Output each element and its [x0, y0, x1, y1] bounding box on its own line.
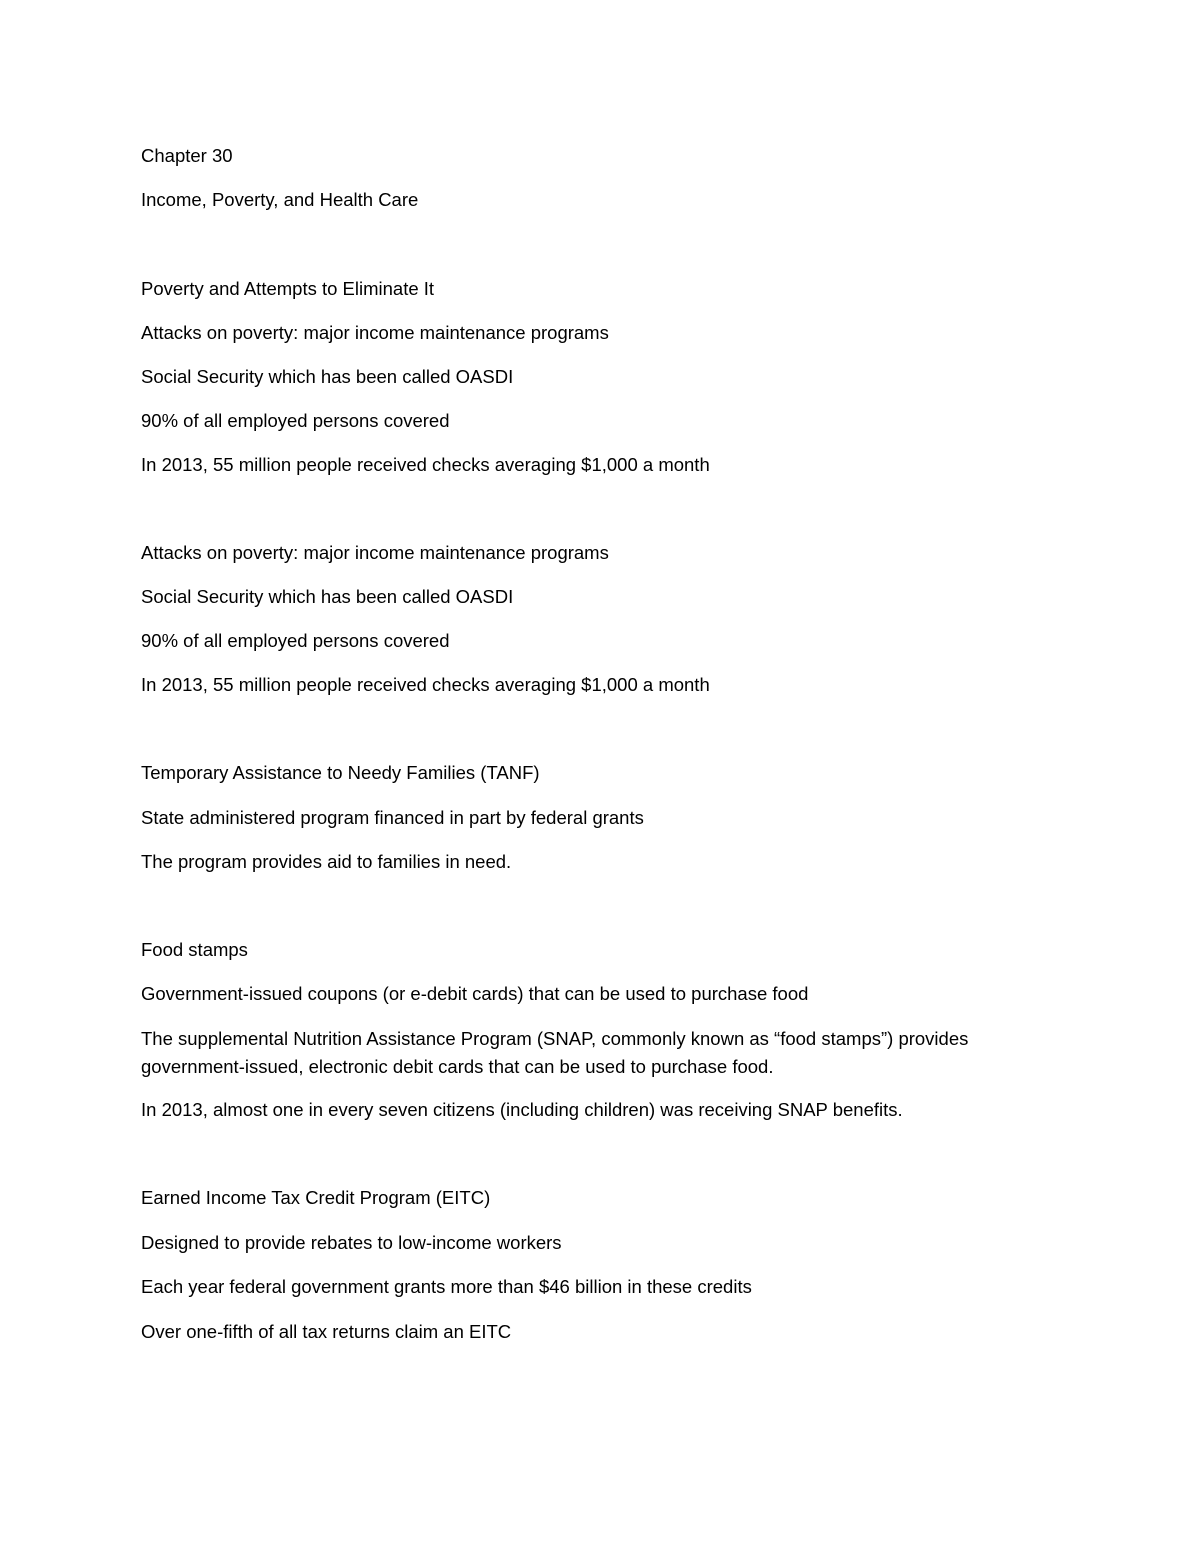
paragraph: Social Security which has been called OASDI [141, 586, 514, 607]
paragraph: 90% of all employed persons covered [141, 630, 450, 651]
section-heading: Temporary Assistance to Needy Families (TANF) [141, 762, 540, 783]
paragraph: 90% of all employed persons covered [141, 410, 450, 431]
chapter-title: Income, Poverty, and Health Care [141, 189, 419, 210]
chapter-number: Chapter 30 [141, 145, 233, 166]
paragraph: In 2013, 55 million people received checks averaging $1,000 a month [141, 674, 710, 695]
section-heading: Poverty and Attempts to Eliminate It [141, 278, 435, 299]
paragraph: Social Security which has been called OASDI [141, 366, 514, 387]
paragraph: In 2013, almost one in every seven citizens (including children) was receiving SNAP benefits. [141, 1099, 903, 1120]
section-heading: Earned Income Tax Credit Program (EITC) [141, 1187, 491, 1208]
section-heading: Attacks on poverty: major income maintenance programs [141, 542, 609, 563]
paragraph: Attacks on poverty: major income maintenance programs [141, 322, 609, 343]
paragraph: Over one-fifth of all tax returns claim an EITC [141, 1321, 512, 1342]
paragraph: Government-issued coupons (or e-debit cards) that can be used to purchase food [141, 983, 809, 1004]
paragraph: The supplemental Nutrition Assistance Program (SNAP, commonly known as “food stamps”) provides government-issued, electronic debit cards that can be used to purchase food. [141, 1028, 974, 1077]
paragraph: The program provides aid to families in need. [141, 851, 512, 872]
section-heading: Food stamps [141, 939, 248, 960]
paragraph: State administered program financed in part by federal grants [141, 807, 644, 828]
paragraph: In 2013, 55 million people received checks averaging $1,000 a month [141, 454, 710, 475]
paragraph: Each year federal government grants more than $46 billion in these credits [141, 1276, 752, 1297]
paragraph: Designed to provide rebates to low-income workers [141, 1232, 562, 1253]
